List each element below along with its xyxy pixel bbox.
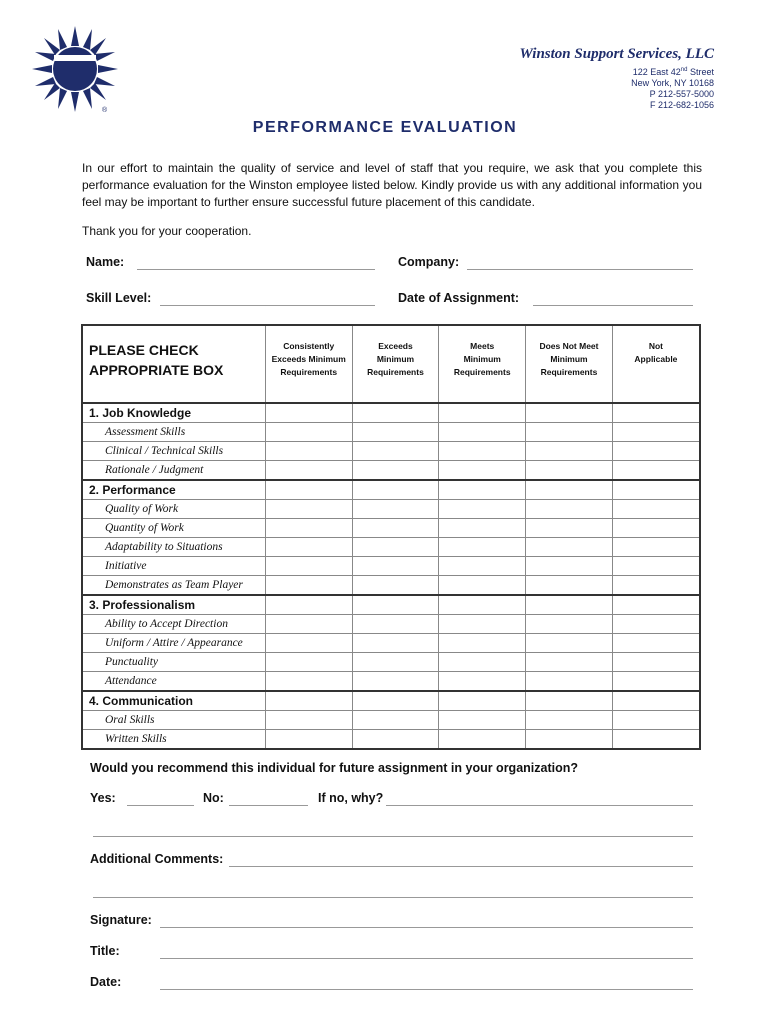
table-header-row: [82, 325, 700, 403]
column-header-line: Minimum: [376, 354, 415, 364]
rating-checkbox[interactable]: [352, 595, 439, 615]
column-header-line: Requirements: [367, 367, 424, 377]
rating-checkbox[interactable]: [439, 711, 526, 730]
rating-checkbox[interactable]: [265, 423, 352, 442]
rating-checkbox[interactable]: [265, 557, 352, 576]
section-title: 4. Communication: [82, 691, 265, 711]
company-city: New York, NY 10168: [631, 78, 714, 88]
rating-checkbox[interactable]: [526, 461, 613, 481]
rating-checkbox[interactable]: [439, 653, 526, 672]
rating-checkbox[interactable]: [439, 595, 526, 615]
rating-checkbox[interactable]: [612, 519, 700, 538]
section-title: 1. Job Knowledge: [82, 403, 265, 423]
rating-checkbox[interactable]: [439, 500, 526, 519]
rating-checkbox[interactable]: [265, 615, 352, 634]
rating-checkbox[interactable]: [265, 442, 352, 461]
rating-checkbox[interactable]: [612, 653, 700, 672]
table-row: [82, 423, 700, 442]
table-row: [82, 672, 700, 692]
rating-checkbox[interactable]: [352, 538, 439, 557]
rating-checkbox[interactable]: [352, 653, 439, 672]
rating-checkbox[interactable]: [265, 691, 352, 711]
section-row: [82, 595, 700, 615]
rating-checkbox[interactable]: [526, 711, 613, 730]
rating-checkbox[interactable]: [526, 538, 613, 557]
rating-checkbox[interactable]: [526, 576, 613, 596]
if-no-why-label: If no, why?: [318, 791, 384, 805]
rating-checkbox[interactable]: [526, 423, 613, 442]
criterion-label: Rationale / Judgment: [82, 461, 265, 481]
company-name: Winston Support Services, LLC: [519, 46, 714, 62]
section-title: 2. Performance: [82, 480, 265, 500]
rating-checkbox[interactable]: [439, 730, 526, 750]
section-row: [82, 480, 700, 500]
table-row: [82, 576, 700, 596]
rating-checkbox[interactable]: [612, 500, 700, 519]
comments-field-line2[interactable]: [93, 897, 693, 898]
if-no-why-field[interactable]: [386, 805, 693, 806]
rating-checkbox[interactable]: [612, 711, 700, 730]
rating-checkbox[interactable]: [439, 423, 526, 442]
criterion-label: Adaptability to Situations: [82, 538, 265, 557]
rating-checkbox[interactable]: [439, 691, 526, 711]
title-label: Title:: [90, 944, 120, 958]
section-title: 3. Professionalism: [82, 595, 265, 615]
rating-checkbox[interactable]: [352, 691, 439, 711]
rating-checkbox[interactable]: [265, 480, 352, 500]
rating-checkbox[interactable]: [265, 653, 352, 672]
rating-checkbox[interactable]: [612, 576, 700, 596]
criterion-label: Assessment Skills: [82, 423, 265, 442]
column-header-5: [612, 325, 700, 403]
rating-checkbox[interactable]: [352, 672, 439, 692]
rating-checkbox[interactable]: [265, 538, 352, 557]
rating-checkbox[interactable]: [439, 480, 526, 500]
column-header-line: Minimum: [550, 354, 588, 364]
rating-checkbox[interactable]: [265, 461, 352, 481]
column-header-4: [526, 325, 613, 403]
title-field[interactable]: [160, 958, 693, 959]
company-logo-icon: [30, 24, 120, 114]
rating-checkbox[interactable]: [439, 403, 526, 423]
rating-checkbox[interactable]: [612, 461, 700, 481]
company-field[interactable]: [467, 269, 693, 270]
column-header-line: Exceeds: [378, 341, 413, 351]
date-assignment-label: Date of Assignment:: [398, 291, 520, 305]
criterion-label: Punctuality: [82, 653, 265, 672]
rating-checkbox[interactable]: [612, 538, 700, 557]
rating-checkbox[interactable]: [265, 519, 352, 538]
rating-checkbox[interactable]: [265, 634, 352, 653]
criterion-label: Ability to Accept Direction: [82, 615, 265, 634]
criterion-label: Quantity of Work: [82, 519, 265, 538]
criterion-label: Attendance: [82, 672, 265, 692]
rating-checkbox[interactable]: [526, 500, 613, 519]
comments-field[interactable]: [229, 866, 693, 867]
rating-checkbox[interactable]: [439, 519, 526, 538]
rating-checkbox[interactable]: [612, 557, 700, 576]
yes-label: Yes:: [90, 791, 116, 805]
rating-checkbox[interactable]: [612, 615, 700, 634]
rating-checkbox[interactable]: [612, 423, 700, 442]
recommend-question: Would you recommend this individual for future assignment in your organization?: [90, 761, 578, 775]
registered-mark: ®: [102, 107, 108, 114]
rating-checkbox[interactable]: [439, 634, 526, 653]
no-label: No:: [203, 791, 224, 805]
column-header-line: Meets: [470, 341, 495, 351]
company-label: Company:: [398, 255, 460, 269]
column-header-line: Does Not Meet: [539, 341, 599, 351]
criterion-label: Oral Skills: [82, 711, 265, 730]
name-label: Name:: [86, 255, 125, 269]
rating-checkbox[interactable]: [439, 442, 526, 461]
skill-level-field[interactable]: [160, 305, 375, 306]
rating-checkbox[interactable]: [352, 634, 439, 653]
page-title: PERFORMANCE EVALUATION: [252, 119, 518, 136]
column-header-line: Applicable: [634, 354, 678, 364]
criterion-label: Quality of Work: [82, 500, 265, 519]
rating-checkbox[interactable]: [265, 672, 352, 692]
rating-checkbox[interactable]: [439, 615, 526, 634]
evaluation-table: [81, 324, 701, 750]
rating-checkbox[interactable]: [612, 730, 700, 750]
section-row: [82, 691, 700, 711]
criterion-label: Uniform / Attire / Appearance: [82, 634, 265, 653]
rating-checkbox[interactable]: [265, 403, 352, 423]
criterion-label: Initiative: [82, 557, 265, 576]
column-header-line: Requirements: [280, 367, 338, 377]
criterion-label: Demonstrates as Team Player: [82, 576, 265, 596]
rating-checkbox[interactable]: [439, 461, 526, 481]
rating-checkbox[interactable]: [352, 557, 439, 576]
rating-checkbox[interactable]: [439, 672, 526, 692]
column-header-3: [439, 325, 526, 403]
column-header-line: Requirements: [453, 367, 511, 377]
please-check-header: PLEASE CHECK APPROPRIATE BOX: [82, 325, 265, 403]
rating-checkbox[interactable]: [265, 576, 352, 596]
date-field[interactable]: [160, 989, 693, 990]
no-field[interactable]: [229, 805, 308, 806]
skill-level-label: Skill Level:: [86, 291, 152, 305]
rating-checkbox[interactable]: [612, 595, 700, 615]
thanks-text: Thank you for your cooperation.: [82, 224, 252, 238]
rating-checkbox[interactable]: [439, 576, 526, 596]
column-header-line: Minimum: [463, 354, 501, 364]
column-header-line: Exceeds Minimum: [271, 354, 346, 364]
rating-checkbox[interactable]: [526, 595, 613, 615]
table-row: [82, 538, 700, 557]
rating-checkbox[interactable]: [612, 403, 700, 423]
company-block: [520, 46, 714, 111]
rating-checkbox[interactable]: [526, 653, 613, 672]
column-header-line: Requirements: [540, 367, 598, 377]
table-row: [82, 519, 700, 538]
yes-field[interactable]: [127, 805, 194, 806]
rating-checkbox[interactable]: [352, 461, 439, 481]
rating-checkbox[interactable]: [526, 480, 613, 500]
date-label: Date:: [90, 975, 122, 989]
rating-checkbox[interactable]: [526, 557, 613, 576]
column-header-line: Consistently: [283, 341, 335, 351]
comments-label: Additional Comments:: [90, 852, 224, 866]
rating-checkbox[interactable]: [439, 557, 526, 576]
rating-checkbox[interactable]: [612, 672, 700, 692]
table-row: [82, 500, 700, 519]
intro-paragraph: In our effort to maintain the quality of service and level of staff that you require, we ask that you complete this performance evaluation for the Winston employee listed below. Kindly provide us with any additional information you feel may be important to further ensure successful future placement of this candidate.: [82, 161, 702, 209]
rating-checkbox[interactable]: [612, 442, 700, 461]
rating-checkbox[interactable]: [265, 595, 352, 615]
rating-checkbox[interactable]: [526, 519, 613, 538]
table-row: [82, 615, 700, 634]
company-street: 122 East 42nd Street: [632, 67, 714, 77]
rating-checkbox[interactable]: [352, 403, 439, 423]
rating-checkbox[interactable]: [265, 730, 352, 750]
table-row: [82, 711, 700, 730]
company-fax: F 212-682-1056: [649, 100, 714, 110]
table-row: [82, 653, 700, 672]
table-row: [82, 730, 700, 750]
rating-checkbox[interactable]: [526, 442, 613, 461]
column-header-line: Not: [648, 341, 663, 351]
company-phone: P 212-557-5000: [649, 89, 714, 99]
section-row: [82, 403, 700, 423]
table-row: [82, 557, 700, 576]
criterion-label: Written Skills: [82, 730, 265, 750]
rating-checkbox[interactable]: [352, 442, 439, 461]
rating-checkbox[interactable]: [352, 519, 439, 538]
rating-checkbox[interactable]: [612, 480, 700, 500]
column-header-1: [265, 325, 352, 403]
table-row: [82, 461, 700, 481]
signature-field[interactable]: [160, 927, 693, 928]
rating-checkbox[interactable]: [526, 403, 613, 423]
name-field[interactable]: [137, 269, 375, 270]
if-no-why-field-line2[interactable]: [93, 836, 693, 837]
rating-checkbox[interactable]: [352, 576, 439, 596]
column-header-2: [352, 325, 439, 403]
rating-checkbox[interactable]: [352, 480, 439, 500]
date-assignment-field[interactable]: [533, 305, 693, 306]
rating-checkbox[interactable]: [352, 711, 439, 730]
table-row: [82, 634, 700, 653]
rating-checkbox[interactable]: [352, 423, 439, 442]
signature-label: Signature:: [90, 913, 152, 927]
rating-checkbox[interactable]: [352, 500, 439, 519]
rating-checkbox[interactable]: [439, 538, 526, 557]
rating-checkbox[interactable]: [526, 615, 613, 634]
rating-checkbox[interactable]: [352, 730, 439, 750]
rating-checkbox[interactable]: [526, 672, 613, 692]
rating-checkbox[interactable]: [526, 730, 613, 750]
rating-checkbox[interactable]: [265, 711, 352, 730]
rating-checkbox[interactable]: [352, 615, 439, 634]
rating-checkbox[interactable]: [526, 634, 613, 653]
rating-checkbox[interactable]: [265, 500, 352, 519]
rating-checkbox[interactable]: [526, 691, 613, 711]
table-row: [82, 442, 700, 461]
rating-checkbox[interactable]: [612, 634, 700, 653]
rating-checkbox[interactable]: [612, 691, 700, 711]
criterion-label: Clinical / Technical Skills: [82, 442, 265, 461]
